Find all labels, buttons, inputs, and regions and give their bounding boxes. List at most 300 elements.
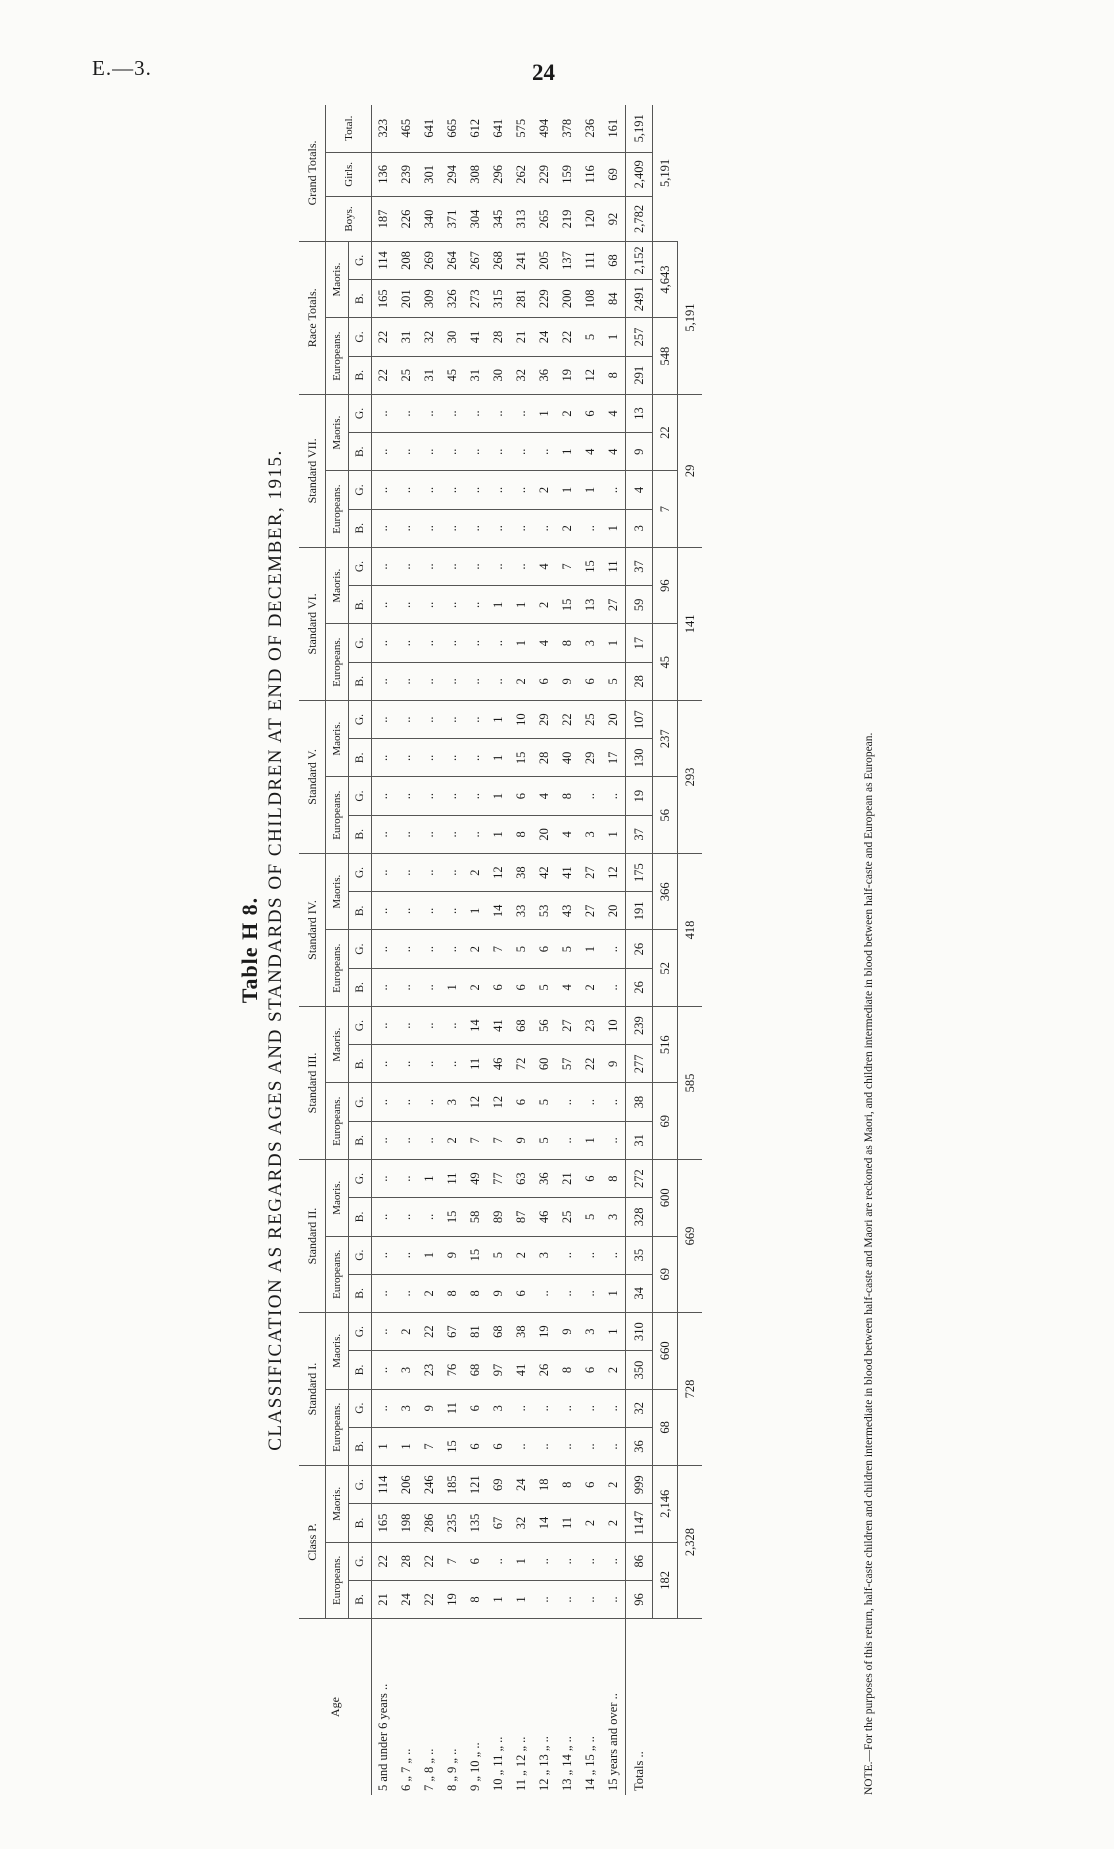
value-cell: ..	[579, 1083, 602, 1121]
value-cell: ..	[602, 1083, 626, 1121]
girls-col-header: G.	[349, 1389, 372, 1427]
subtotal-cell: 366	[653, 853, 678, 930]
value-cell: 12	[464, 1083, 487, 1121]
value-cell: 5	[510, 930, 533, 968]
value-cell: ..	[510, 471, 533, 509]
group-header: Standard VI.	[299, 547, 326, 700]
value-cell: ..	[441, 815, 464, 853]
value-cell: 2	[441, 1121, 464, 1159]
value-cell: 33	[510, 892, 533, 930]
value-cell: 9	[602, 1045, 626, 1083]
value-cell: ..	[418, 624, 441, 662]
value-cell: 575	[510, 105, 533, 152]
value-cell: 1	[441, 968, 464, 1006]
value-cell: 69	[602, 152, 626, 197]
value-cell: 323	[372, 105, 396, 152]
value-cell: 25	[395, 356, 418, 394]
value-cell: 23	[579, 1006, 602, 1044]
value-cell: 97	[487, 1351, 510, 1389]
totals-cell: 34	[626, 1274, 653, 1312]
value-cell: ..	[395, 1121, 418, 1159]
value-cell: ..	[395, 968, 418, 1006]
value-cell: 22	[556, 700, 579, 738]
table-row	[464, 105, 487, 1795]
value-cell: 8	[510, 815, 533, 853]
value-cell: 5	[533, 968, 556, 1006]
value-cell: 45	[441, 356, 464, 394]
boys-col-header: B.	[349, 509, 372, 547]
girls-header: Girls.	[326, 152, 372, 197]
value-cell: 135	[464, 1504, 487, 1542]
value-cell: ..	[372, 547, 396, 585]
value-cell: 21	[556, 1160, 579, 1198]
table-row	[579, 105, 602, 1795]
totals-cell: 36	[626, 1427, 653, 1465]
classification-table	[299, 105, 702, 1795]
table-row	[556, 105, 579, 1795]
group-header: Standard VII.	[299, 394, 326, 547]
value-cell: 5	[487, 1236, 510, 1274]
totals-cell: 86	[626, 1542, 653, 1580]
totals-cell: 350	[626, 1351, 653, 1389]
group-header: Class P.	[299, 1466, 326, 1619]
group-total-cell: 141	[678, 547, 703, 700]
value-cell: 8	[441, 1274, 464, 1312]
value-cell: ..	[395, 1198, 418, 1236]
value-cell: ..	[533, 1274, 556, 1312]
value-cell: 108	[579, 280, 602, 318]
value-cell: ..	[533, 1427, 556, 1465]
value-cell: ..	[395, 586, 418, 624]
value-cell: 641	[487, 105, 510, 152]
value-cell: 84	[602, 280, 626, 318]
value-cell: 9	[556, 662, 579, 700]
value-cell: ..	[418, 700, 441, 738]
value-cell: 15	[556, 586, 579, 624]
value-cell: 38	[510, 853, 533, 891]
value-cell: 6	[579, 394, 602, 432]
age-cell: 7 „ 8 „ ..	[422, 1748, 436, 1791]
value-cell: 4	[579, 433, 602, 471]
value-cell: 1	[464, 892, 487, 930]
subtotal-cell: 237	[653, 700, 678, 777]
value-cell: 3	[487, 1389, 510, 1427]
value-cell: ..	[395, 509, 418, 547]
value-cell: ..	[487, 394, 510, 432]
age-cell: 10 „ 11 „ ..	[491, 1736, 505, 1791]
europeans-header: Europeans.	[326, 930, 349, 1007]
value-cell: 1	[510, 1580, 533, 1618]
value-cell: 326	[441, 280, 464, 318]
value-cell: 7	[556, 547, 579, 585]
value-cell: ..	[372, 1236, 396, 1274]
value-cell: 165	[372, 1504, 396, 1542]
value-cell: ..	[441, 433, 464, 471]
value-cell: 4	[533, 624, 556, 662]
value-cell: 6	[464, 1542, 487, 1580]
girls-col-header: G.	[349, 394, 372, 432]
totals-cell: 328	[626, 1198, 653, 1236]
subtotal-cell: 4,643	[653, 241, 678, 318]
value-cell: 7	[487, 1121, 510, 1159]
totals-cell: 239	[626, 1006, 653, 1044]
value-cell: ..	[464, 815, 487, 853]
value-cell: 40	[556, 739, 579, 777]
group-total-cell: 418	[678, 853, 703, 1006]
value-cell: 294	[441, 152, 464, 197]
value-cell: 14	[533, 1504, 556, 1542]
value-cell: 24	[395, 1580, 418, 1618]
value-cell: ..	[510, 509, 533, 547]
girls-col-header: G.	[349, 1313, 372, 1351]
value-cell: 18	[533, 1466, 556, 1504]
table-subtitle: CLASSIFICATION AS REGARDS AGES AND STANDARDS OF CHILDREN AT END OF DECEMBER, 1915.	[265, 449, 286, 1451]
value-cell: 281	[510, 280, 533, 318]
value-cell: 1	[579, 930, 602, 968]
value-cell: 36	[533, 356, 556, 394]
value-cell: 265	[533, 197, 556, 242]
value-cell: 267	[464, 241, 487, 279]
group-total-cell: 29	[678, 394, 703, 547]
subtotal-cell: 516	[653, 1006, 678, 1083]
value-cell: 296	[487, 152, 510, 197]
table-row	[533, 105, 556, 1795]
value-cell: 6	[510, 1274, 533, 1312]
value-cell: 21	[372, 1580, 396, 1618]
value-cell: ..	[602, 968, 626, 1006]
value-cell: ..	[372, 777, 396, 815]
group-header: Standard IV.	[299, 853, 326, 1006]
value-cell: 6	[510, 968, 533, 1006]
age-header: Age	[299, 1619, 372, 1795]
value-cell: 15	[510, 739, 533, 777]
value-cell: 19	[533, 1313, 556, 1351]
value-cell: ..	[556, 1389, 579, 1427]
maoris-header: Maoris.	[326, 547, 349, 624]
age-cell: 8 „ 9 „ ..	[445, 1748, 459, 1791]
totals-cell: 19	[626, 777, 653, 815]
blank-cell	[678, 105, 703, 241]
maoris-header: Maoris.	[326, 241, 349, 318]
totals-cell: 107	[626, 700, 653, 738]
value-cell: 6	[579, 1351, 602, 1389]
value-cell: 68	[464, 1351, 487, 1389]
value-cell: 68	[510, 1006, 533, 1044]
value-cell: 114	[372, 1466, 396, 1504]
value-cell: 6	[579, 662, 602, 700]
value-cell: 10	[602, 1006, 626, 1044]
grand-subtotal-cell: 5,191	[653, 105, 678, 241]
boys-col-header: B.	[349, 1198, 372, 1236]
value-cell: 9	[441, 1236, 464, 1274]
boys-col-header: B.	[349, 1351, 372, 1389]
value-cell: 30	[441, 318, 464, 356]
value-cell: ..	[487, 547, 510, 585]
girls-col-header: G.	[349, 1006, 372, 1044]
subtotal-cell: 69	[653, 1083, 678, 1160]
value-cell: 60	[533, 1045, 556, 1083]
value-cell: 56	[533, 1006, 556, 1044]
boys-col-header: B.	[349, 1427, 372, 1465]
girls-col-header: G.	[349, 1542, 372, 1580]
totals-cell: 1147	[626, 1504, 653, 1542]
value-cell: 31	[464, 356, 487, 394]
value-cell: ..	[441, 394, 464, 432]
value-cell: 11	[441, 1389, 464, 1427]
value-cell: ..	[556, 1580, 579, 1618]
value-cell: 3	[579, 1313, 602, 1351]
grand-totals-header: Grand Totals.	[299, 105, 326, 241]
value-cell: ..	[556, 1427, 579, 1465]
value-cell: 6	[464, 1389, 487, 1427]
value-cell: 8	[464, 1580, 487, 1618]
value-cell: ..	[464, 394, 487, 432]
value-cell: 9	[418, 1389, 441, 1427]
subtotal-cell: 96	[653, 547, 678, 624]
value-cell: ..	[418, 930, 441, 968]
value-cell: 8	[556, 624, 579, 662]
value-cell: 301	[418, 152, 441, 197]
value-cell: 1	[372, 1427, 396, 1465]
value-cell: 42	[533, 853, 556, 891]
value-cell: 27	[579, 853, 602, 891]
europeans-header: Europeans.	[326, 471, 349, 548]
value-cell: 22	[418, 1313, 441, 1351]
value-cell: 6	[487, 1427, 510, 1465]
boys-col-header: B.	[349, 1274, 372, 1312]
value-cell: 229	[533, 152, 556, 197]
value-cell: 12	[487, 853, 510, 891]
value-cell: 49	[464, 1160, 487, 1198]
girls-col-header: G.	[349, 318, 372, 356]
value-cell: ..	[602, 1427, 626, 1465]
value-cell: 28	[487, 318, 510, 356]
europeans-header: Europeans.	[326, 1389, 349, 1466]
value-cell: 206	[395, 1466, 418, 1504]
value-cell: ..	[464, 700, 487, 738]
value-cell: ..	[464, 586, 487, 624]
value-cell: 7	[464, 1121, 487, 1159]
value-cell: ..	[372, 433, 396, 471]
value-cell: 378	[556, 105, 579, 152]
table-note: NOTE.—For the purposes of this return, half-caste children and children intermediate in blood between half-caste and Maori are reckoned as Maori, and children intermediate in blood between half-caste and European as European.	[863, 732, 875, 1795]
value-cell: 1	[418, 1236, 441, 1274]
value-cell: 5	[533, 1121, 556, 1159]
value-cell: 1	[487, 1580, 510, 1618]
girls-col-header: G.	[349, 1466, 372, 1504]
age-cell: 14 „ 15 „ ..	[583, 1736, 597, 1791]
value-cell: 5	[579, 318, 602, 356]
value-cell: 494	[533, 105, 556, 152]
girls-col-header: G.	[349, 1236, 372, 1274]
value-cell: ..	[510, 547, 533, 585]
subtotal-cell: 56	[653, 777, 678, 854]
value-cell: 29	[533, 700, 556, 738]
totals-cell: 96	[626, 1580, 653, 1618]
value-cell: ..	[579, 1580, 602, 1618]
group-header: Standard II.	[299, 1160, 326, 1313]
value-cell: 3	[395, 1351, 418, 1389]
value-cell: 465	[395, 105, 418, 152]
value-cell: 53	[533, 892, 556, 930]
europeans-header: Europeans.	[326, 1083, 349, 1160]
value-cell: 32	[510, 1504, 533, 1542]
value-cell: 31	[395, 318, 418, 356]
table-row	[372, 105, 396, 1795]
value-cell: ..	[602, 1542, 626, 1580]
totals-cell: 999	[626, 1466, 653, 1504]
value-cell: ..	[579, 1542, 602, 1580]
value-cell: 116	[579, 152, 602, 197]
value-cell: ..	[372, 471, 396, 509]
value-cell: 36	[533, 1160, 556, 1198]
value-cell: 6	[487, 968, 510, 1006]
value-cell: 27	[602, 586, 626, 624]
value-cell: ..	[533, 509, 556, 547]
value-cell: 19	[441, 1580, 464, 1618]
value-cell: 246	[418, 1466, 441, 1504]
value-cell: 27	[556, 1006, 579, 1044]
value-cell: 137	[556, 241, 579, 279]
value-cell: 20	[602, 892, 626, 930]
girls-col-header: G.	[349, 1083, 372, 1121]
value-cell: ..	[464, 777, 487, 815]
value-cell: ..	[441, 853, 464, 891]
boys-col-header: B.	[349, 1045, 372, 1083]
value-cell: 208	[395, 241, 418, 279]
value-cell: ..	[510, 433, 533, 471]
totals-label: Totals ..	[626, 1619, 653, 1795]
value-cell: 2	[556, 509, 579, 547]
value-cell: 273	[464, 280, 487, 318]
value-cell: 371	[441, 197, 464, 242]
europeans-header: Europeans.	[326, 1236, 349, 1313]
value-cell: 4	[556, 815, 579, 853]
subtotal-cell: 2,146	[653, 1466, 678, 1543]
totals-cell: 3	[626, 509, 653, 547]
value-cell: ..	[441, 930, 464, 968]
value-cell: ..	[602, 777, 626, 815]
table-row	[487, 105, 510, 1795]
value-cell: 1	[579, 1121, 602, 1159]
value-cell: 72	[510, 1045, 533, 1083]
value-cell: 304	[464, 197, 487, 242]
value-cell: 77	[487, 1160, 510, 1198]
value-cell: 3	[533, 1236, 556, 1274]
value-cell: ..	[441, 547, 464, 585]
boys-col-header: B.	[349, 739, 372, 777]
value-cell: ..	[418, 1198, 441, 1236]
value-cell: ..	[579, 1274, 602, 1312]
subtotals-row	[653, 105, 678, 1795]
totals-cell: 4	[626, 471, 653, 509]
value-cell: ..	[464, 662, 487, 700]
value-cell: ..	[395, 433, 418, 471]
value-cell: 2	[464, 968, 487, 1006]
value-cell: 5	[602, 662, 626, 700]
value-cell: 198	[395, 1504, 418, 1542]
maoris-header: Maoris.	[326, 1006, 349, 1083]
value-cell: 2	[602, 1504, 626, 1542]
value-cell: 6	[533, 930, 556, 968]
subtotal-cell: 45	[653, 624, 678, 701]
value-cell: 81	[464, 1313, 487, 1351]
value-cell: 11	[464, 1045, 487, 1083]
value-cell: ..	[510, 1427, 533, 1465]
table-title: Table H 8.	[237, 896, 262, 1004]
value-cell: 1	[487, 815, 510, 853]
value-cell: 11	[602, 547, 626, 585]
value-cell: ..	[395, 1006, 418, 1044]
value-cell: ..	[395, 930, 418, 968]
value-cell: ..	[372, 1006, 396, 1044]
value-cell: ..	[418, 1006, 441, 1044]
value-cell: ..	[418, 547, 441, 585]
value-cell: 4	[602, 394, 626, 432]
maoris-header: Maoris.	[326, 1466, 349, 1543]
value-cell: 1	[602, 815, 626, 853]
value-cell: ..	[602, 1121, 626, 1159]
totals-cell: 37	[626, 815, 653, 853]
value-cell: 612	[464, 105, 487, 152]
value-cell: ..	[372, 1121, 396, 1159]
boys-col-header: B.	[349, 815, 372, 853]
value-cell: 1	[602, 624, 626, 662]
totals-cell: 291	[626, 356, 653, 394]
totals-cell: 9	[626, 433, 653, 471]
value-cell: 68	[602, 241, 626, 279]
value-cell: ..	[579, 777, 602, 815]
europeans-header: Europeans.	[326, 1542, 349, 1619]
value-cell: ..	[372, 1389, 396, 1427]
value-cell: 26	[533, 1351, 556, 1389]
value-cell: ..	[487, 662, 510, 700]
value-cell: 286	[418, 1504, 441, 1542]
value-cell: 161	[602, 105, 626, 152]
blank-cell	[678, 1619, 703, 1795]
value-cell: 2	[556, 394, 579, 432]
value-cell: 5	[556, 930, 579, 968]
value-cell: 28	[395, 1542, 418, 1580]
value-cell: ..	[372, 1274, 396, 1312]
value-cell: ..	[510, 1389, 533, 1427]
girls-col-header: G.	[349, 777, 372, 815]
girls-col-header: G.	[349, 930, 372, 968]
group-total-cell: 728	[678, 1313, 703, 1466]
value-cell: 7	[441, 1542, 464, 1580]
value-cell: 6	[510, 1083, 533, 1121]
totals-cell: 2,782	[626, 197, 653, 242]
value-cell: ..	[464, 739, 487, 777]
group-header: Race Totals.	[299, 241, 326, 394]
blank-cell	[653, 1619, 678, 1795]
value-cell: ..	[372, 1313, 396, 1351]
value-cell: 6	[510, 777, 533, 815]
value-cell: 4	[556, 968, 579, 1006]
value-cell: ..	[464, 547, 487, 585]
value-cell: 6	[579, 1466, 602, 1504]
totals-cell: 35	[626, 1236, 653, 1274]
group-header: Standard III.	[299, 1006, 326, 1159]
value-cell: 67	[487, 1504, 510, 1542]
value-cell: 8	[602, 1160, 626, 1198]
value-cell: ..	[418, 892, 441, 930]
value-cell: ..	[418, 1083, 441, 1121]
totals-cell: 13	[626, 394, 653, 432]
boys-col-header: B.	[349, 968, 372, 1006]
value-cell: 38	[510, 1313, 533, 1351]
boys-col-header: B.	[349, 586, 372, 624]
